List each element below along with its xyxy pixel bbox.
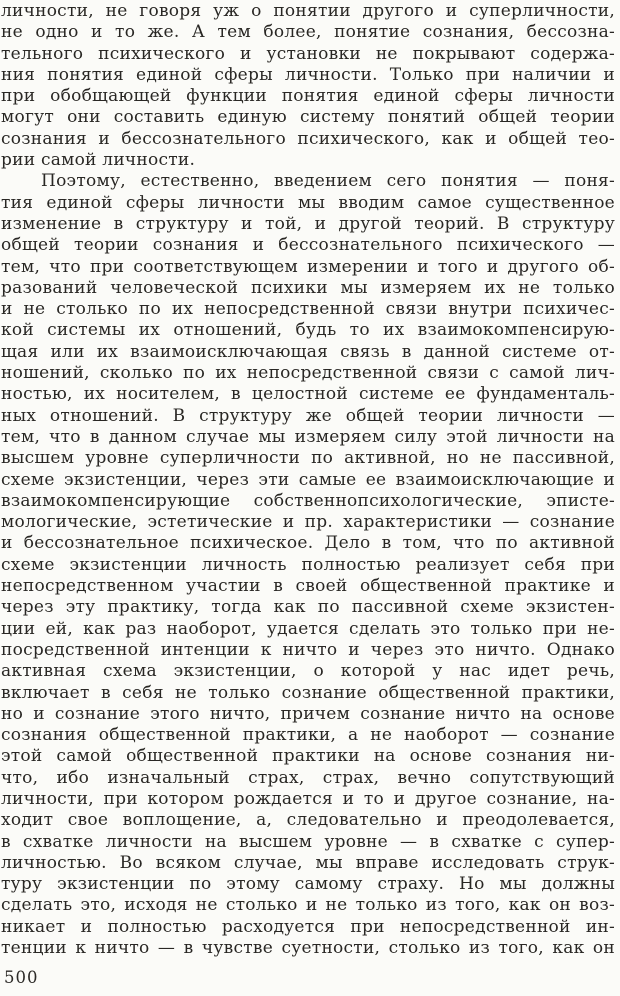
text-line: ния понятия единой сферы личности. Только при наличии и <box>1 64 615 85</box>
text-line: мологические, эстетические и пр. характеристики — сознание <box>1 512 615 533</box>
text-line: ции ей, как раз наоборот, удается сделать это только при не- <box>1 618 615 639</box>
text-line: высшем уровне суперличности по активной, но не пассивной, <box>1 448 615 469</box>
text-line: при обобщающей функции понятия единой сферы личности <box>1 86 615 107</box>
text-line: Поэтому, естественно, введением сего понятия — поня- <box>41 171 615 192</box>
text-line: тем, что при соответствующем измерении и того и другого об- <box>1 256 615 277</box>
text-line: тем, что в данном случае мы измеряем силу этой личности на <box>1 426 615 447</box>
text-line: в схватке личности на высшем уровне — в схватке с супер- <box>1 831 615 852</box>
text-line: личностью. Во всяком случае, мы вправе исследовать струк- <box>1 852 615 873</box>
text-line: щая или их взаимоисключающая связь в данной системе от- <box>1 341 615 362</box>
text-line: ношений, сколько по их непосредственной связи с самой лич- <box>1 363 615 384</box>
text-line: через эту практику, тогда как по пассивной схеме экзистен- <box>1 597 615 618</box>
page-number: 500 <box>4 968 39 987</box>
text-line: схеме экзистенции, через эти самые ее взаимоисключающие и <box>1 469 615 490</box>
text-line: активная схема экзистенции, о которой у нас идет речь, <box>1 661 615 682</box>
text-line: ходит свое воплощение, а, следовательно и преодолевается, <box>1 810 615 831</box>
text-line: изменение в структуру и той, и другой теорий. В структуру <box>1 213 615 234</box>
text-line: схеме экзистенции личность полностью реализует себя при <box>1 554 615 575</box>
text-line: не одно и то же. А тем более, понятие сознания, бессозна- <box>1 22 615 43</box>
text-line: непосредственном участии в своей общественной практике и <box>1 576 615 597</box>
text-line: личности, не говоря уж о понятии другого и суперличности, <box>1 1 615 21</box>
text-line: рии самой личности. <box>1 150 196 171</box>
text-line: посредственной интенции к ничто и через это ничто. Однако <box>1 639 615 660</box>
text-line: туру экзистенции по этому самому страху. Но мы должны <box>1 874 615 895</box>
paragraph <box>1 1 615 171</box>
text-line: тельного психического и установки не покрывают содержа- <box>1 43 615 64</box>
text-line: общей теории сознания и бессознательного психического — <box>1 235 615 256</box>
text-line: сознания и бессознательного психического, как и общей тео- <box>1 128 615 149</box>
text-line: и не столько по их непосредственной связи внутри психичес- <box>1 299 615 320</box>
text-line: тия единой сферы личности мы вводим самое существенное <box>1 192 615 213</box>
text-line: ностью, их носителем, в целостной системе ее фундаменталь- <box>1 384 615 405</box>
text-line: ных отношений. В структуру же общей теории личности — <box>1 405 615 426</box>
text-line: тенции к ничто — в чувстве суетности, столько из того, как он <box>1 938 615 959</box>
text-line: могут они составить единую систему понятий общей теории <box>1 107 615 128</box>
text-line: этой самой общественной практики на основе сознания ни- <box>1 746 615 767</box>
text-line: что, ибо изначальный страх, страх, вечно сопутствующий <box>1 767 615 788</box>
text-line: никает и полностью расходуется при непосредственной ин- <box>1 916 615 937</box>
text-line: включает в себя не только сознание общественной практики, <box>1 682 615 703</box>
paragraph <box>1 171 615 959</box>
text-line: личности, при котором рождается и то и другое сознание, на- <box>1 788 615 809</box>
text-line: сделать это, исходя не столько и не только из того, как он воз- <box>1 895 615 916</box>
text-line: взаимокомпенсирующие собственнопсихологические, эписте- <box>1 490 615 511</box>
text-line: кой системы их отношений, будь то их взаимокомпенсирую- <box>1 320 615 341</box>
text-line: и бессознательное психическое. Дело в том, что по активной <box>1 533 615 554</box>
text-line: разований человеческой психики мы измеряем их не только <box>1 277 615 298</box>
text-line: но и сознание этого ничто, причем сознание ничто на основе <box>1 703 615 724</box>
text-line: сознания общественной практики, а не наоборот — сознание <box>1 725 615 746</box>
